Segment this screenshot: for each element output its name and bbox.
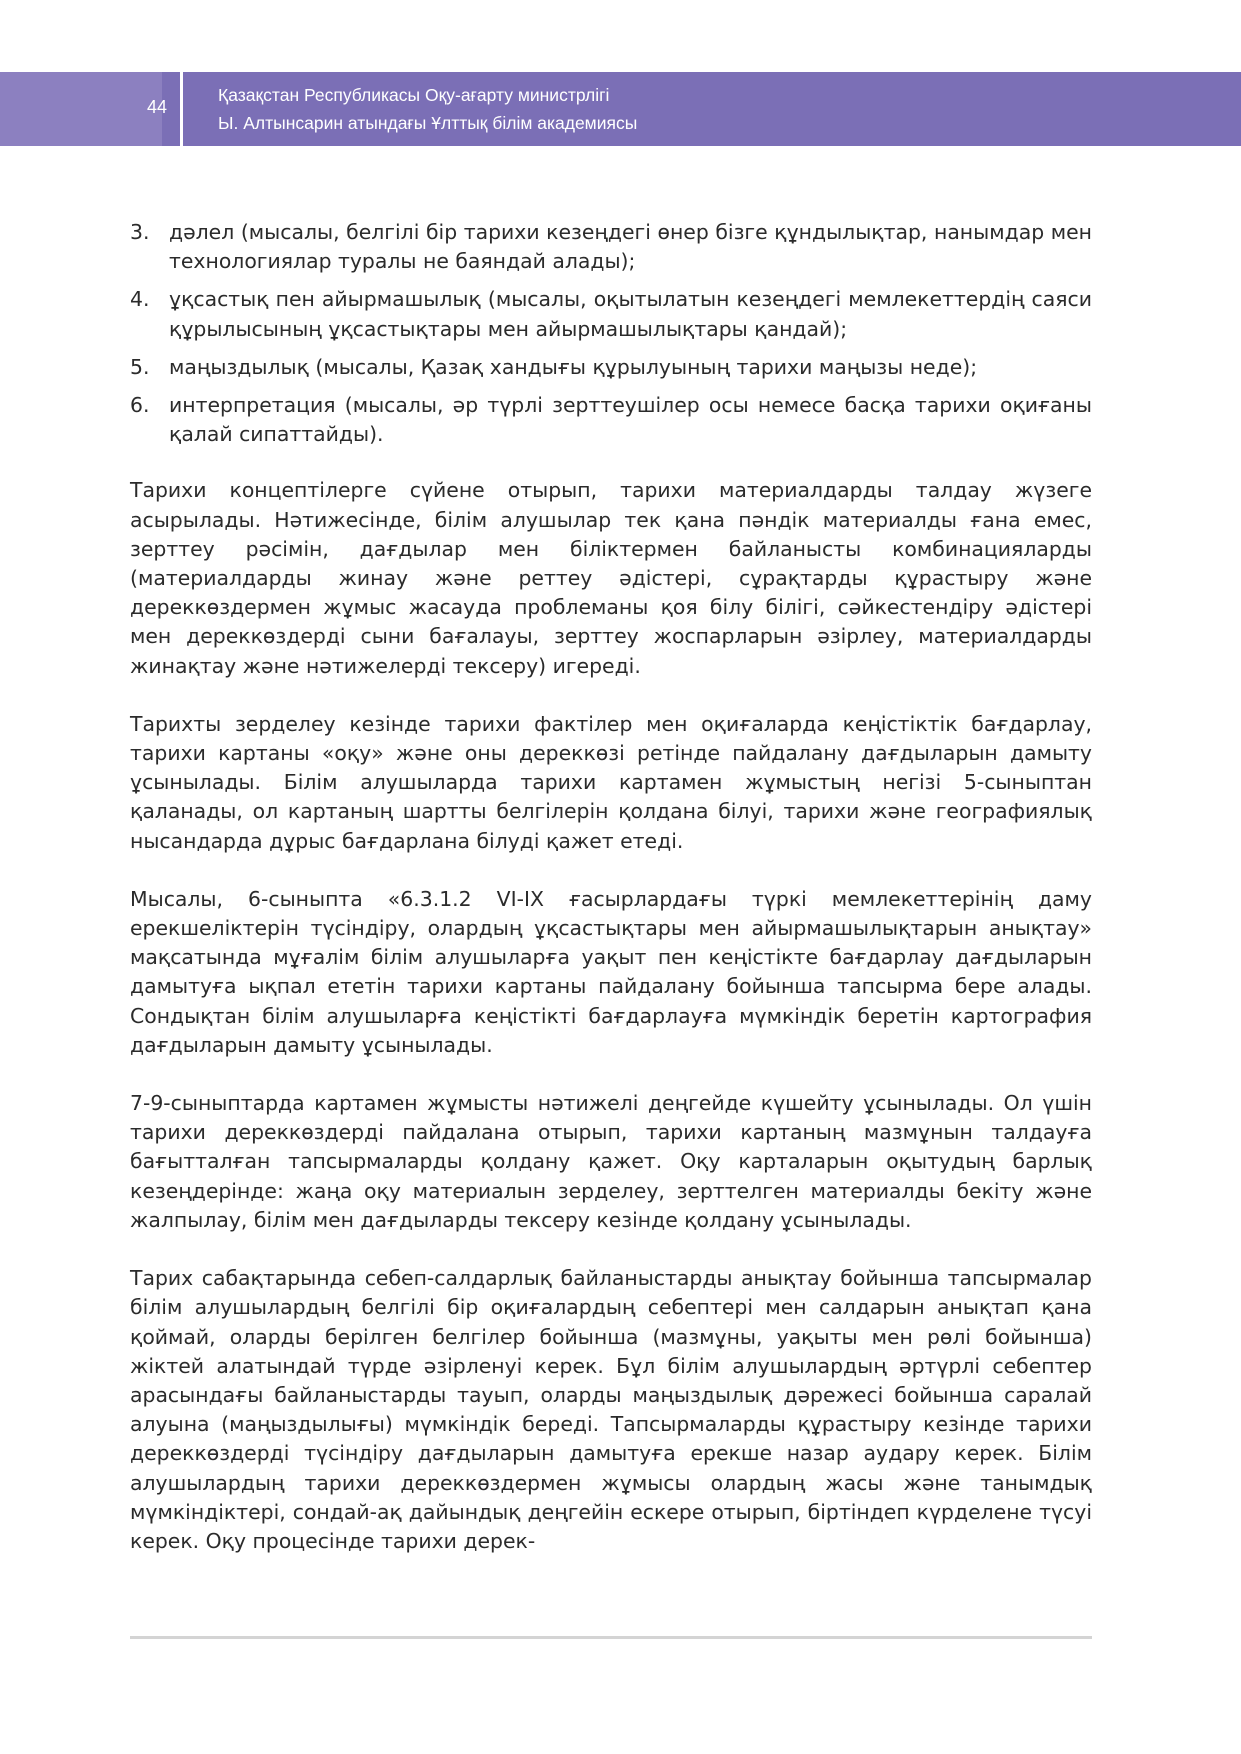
page-body [130, 218, 1092, 1585]
concept-list [130, 218, 1092, 449]
academy-name: Ы. Алтынсарин атындағы Ұлттық білім академиясы [218, 113, 638, 133]
body-paragraph: Мысалы, 6-сыныпта «6.3.1.2 VI-IX ғасырлардағы түркі мемлекеттерінің даму ерекшеліктерін түсіндіру, олардың ұқсастықтары мен айырмашылықтарын анықтау» мақсатында мұғалім білім алушыларға уақыт пен кеңістікте бағдарлау дағдыларын дамытуға ықпал ететін тарихи картаны пайдалану бойынша тапсырма бере алады. Сондықтан білім алушыларға кеңістікті бағдарлауға мүмкіндік беретін картография дағдыларын дамыту ұсынылады. [130, 886, 1092, 1057]
list-item [130, 353, 1092, 382]
list-item [130, 391, 1092, 449]
list-item-text: интерпретация (мысалы, әр түрлі зерттеушілер осы немесе басқа тарихи оқиғаны қалай сипаттайды). [169, 393, 1092, 447]
list-item-number: 5. [130, 354, 150, 379]
list-item-text: дәлел (мысалы, белгілі бір тарихи кезеңдегі өнер бізге құндылықтар, нанымдар мен технологиялар туралы не баяндай алады); [169, 220, 1092, 274]
list-item-number: 4. [130, 287, 150, 312]
page-number: 44 [147, 97, 168, 117]
body-paragraph: Тарихты зерделеу кезінде тарихи фактілер мен оқиғаларда кеңістіктік бағдарлау, тарихи картаны «оқу» және оны дереккөзі ретінде пайдалану дағдыларын дамыту ұсынылады. Білім алушыларда тарихи картамен жұмыстың негізі 5-сыныптан қаланады, ол картаның шартты белгілерін қолдана білуі, тарихи және географиялық нысандарда дұрыс бағдарлана білуді қажет етеді. [130, 711, 1092, 853]
list-item-text: ұқсастық пен айырмашылық (мысалы, оқытылатын кезеңдегі мемлекеттердің саяси құрылысының ұқсастықтары мен айырмашылықтары қандай); [169, 287, 1092, 341]
body-paragraph: 7-9-сыныптарда картамен жұмысты нәтижелі деңгейде күшейту ұсынылады. Ол үшін тарихи дереккөздерді пайдалана отырып, тарихи картаның мазмұнын талдауға бағытталған тапсырмаларды қолдану қажет. Оқу карталарын оқытудың барлық кезеңдерінде: жаңа оқу материалын зерделеу, зерттелген материалды бекіту және жалпылау, білім мен дағдыларды тексеру кезінде қолдану ұсынылады. [130, 1091, 1092, 1232]
ministry-name: Қазақстан Республикасы Оқу-ағарту министрлігі [218, 85, 610, 105]
body-paragraph: Тарих сабақтарында себеп-салдарлық байланыстарды анықтау бойынша тапсырмалар білім алушылардың белгілі бір оқиғалардың себептері мен салдарын анықтап қана қоймай, оларды берілген белгілер бойынша (мазмұны, уақыты мен рөлі бойынша) жіктей алатындай түрде әзірленуі керек. Бұл білім алушылардың әртүрлі себептер арасындағы байланыстарды тауып, оларды маңыздылық дәрежесі бойынша саралай алуына (маңыздылығы) мүмкіндік береді. Тапсырмаларды құрастыру кезінде тарихи дереккөздерді түсіндіру дағдыларын дамытуға ерекше назар аудару керек. Білім алушылардың тарихи дереккөздермен жұмысы олардың жасы және танымдық мүмкіндіктері, сондай-ақ дайындық деңгейін ескере отырып, біртіндеп күрделене түсуі керек. Оқу процесінде тарихи дерек- [130, 1266, 1092, 1553]
list-item-number: 6. [130, 393, 150, 418]
list-item-text: маңыздылық (мысалы, Қазақ хандығы құрылуының тарихи маңызы неде); [169, 354, 978, 379]
body-paragraph: Тарихи концептілерге сүйене отырып, тарихи материалдарды талдау жүзеге асырылады. Нәтижесінде, білім алушылар тек қана пәндік материалды ғана емес, зерттеу рәсімін, дағдылар мен біліктермен байланысты комбинацияларды (материалдарды жинау және реттеу әдістері, сұрақтарды құрастыру және дереккөздермен жұмыс жасауда проблеманы қоя білу білігі, сәйкестендіру әдістері мен дереккөздерді сыни бағалауы, зерттеу жоспарларын әзірлеу, материалдарды жинақтау және нәтижелерді тексеру) игереді. [130, 478, 1092, 678]
header-band [0, 72, 1241, 146]
footer-rule [130, 1636, 1092, 1639]
header-divider [180, 72, 183, 146]
list-item [130, 285, 1092, 343]
list-item [130, 218, 1092, 276]
page-number-box [0, 72, 162, 146]
list-item-number: 3. [130, 220, 150, 244]
